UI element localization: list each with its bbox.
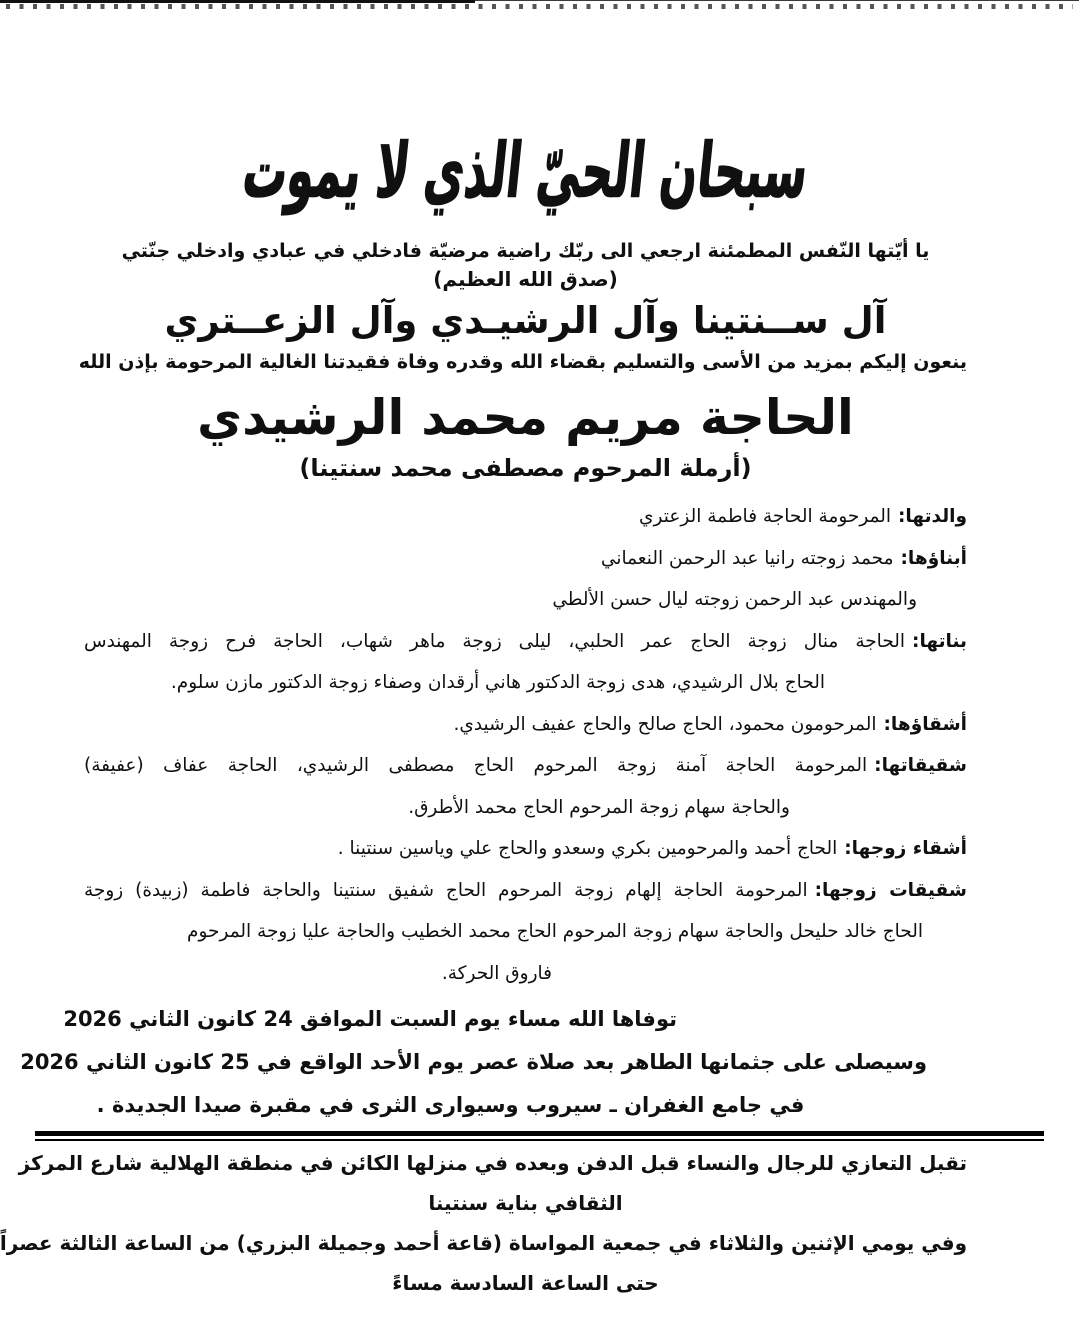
condolence-line-home: تقبل التعازي للرجال والنساء قبل الدفن وبعده في منزلها الكائن في منطقة الهلالية شارع المركز bbox=[18, 1151, 967, 1175]
deceased-subtitle: (أرملة المرحوم مصطفى محمد سنتينا) bbox=[299, 454, 752, 482]
relative-label-sisters: شقيقاتها: bbox=[874, 755, 967, 776]
relative-line-brothers bbox=[84, 704, 967, 746]
burial-line: في جامع الغفران ـ سيروب وسيوارى الثرى في مقبرة صيدا الجديدة . bbox=[96, 1093, 805, 1117]
prayer-line: وسيصلى على جثمانها الطاهر بعد صلاة عصر يوم الأحد الواقع في 25 كانون الثاني 2026 bbox=[20, 1050, 927, 1074]
relative-line-sisters bbox=[84, 745, 967, 787]
relative-text-sisters-cont: والحاجة سهام زوجة المرحوم الحاج محمد الأطرق. bbox=[408, 796, 790, 818]
relative-label-daughters: بناتها: bbox=[912, 630, 967, 652]
relative-label-brothers: أشقاؤها: bbox=[883, 713, 967, 735]
relative-text-husband-sisters-end: فاروق الحركة. bbox=[441, 962, 552, 984]
perforation-marks bbox=[6, 4, 1073, 9]
relative-line-husband-sisters-cont bbox=[84, 911, 923, 953]
calligraphy-header-wrap bbox=[84, 112, 967, 230]
relative-text-husband-brothers: الحاج أحمد والمرحومين بكري وسعدو والحاج علي وياسين سنتينا . bbox=[337, 838, 838, 859]
calligraphy-header: سبحان الحيّ الذي لا يموت bbox=[238, 127, 813, 215]
relative-line-sons-cont bbox=[84, 579, 917, 621]
relative-text-sisters: المرحومة الحاجة آمنة زوجة المرحوم الحاج مصطفى الرشيدي، الحاجة عفاف (عفيفة) bbox=[84, 755, 868, 776]
relative-label-sons: أبناؤها: bbox=[900, 547, 967, 569]
section-divider bbox=[35, 1131, 1044, 1141]
relative-line-sisters-cont bbox=[84, 787, 790, 829]
relative-line-sons bbox=[84, 538, 967, 580]
relative-line-daughters bbox=[84, 621, 967, 663]
relatives-section bbox=[84, 496, 967, 994]
quran-verse: يا أيّتها النّفس المطمئنة ارجعي الى ربّك راضية مرضيّة فادخلي في عبادي وادخلي جنّتي bbox=[121, 240, 930, 262]
families-line: آل ســنتينا وآل الرشيـدي وآل الزعــتري bbox=[164, 299, 887, 342]
relative-line-husband-sisters-end bbox=[84, 953, 552, 995]
relative-text-husband-sisters-cont: الحاج خالد حليحل والحاجة سهام زوجة المرحوم الحاج محمد الخطيب والحاجة عليا زوجة المرحوم bbox=[187, 921, 923, 942]
quran-attribution: (صدق الله العظيم) bbox=[433, 267, 618, 291]
relative-line-husband-sisters bbox=[84, 870, 967, 912]
deceased-name: الحاجة مريم محمد الرشيدي bbox=[197, 389, 854, 446]
relative-text-sons-cont: والمهندس عبد الرحمن زوجته ليال حسن الألطي bbox=[552, 589, 917, 610]
relative-text-husband-sisters: المرحومة الحاجة إلهام زوجة المرحوم الحاج شفيق سنتينا والحاجة فاطمة (زبيدة) زوجة bbox=[84, 879, 808, 901]
relative-text-daughters: الحاجة منال زوجة الحاج عمر الحلبي، ليلى زوجة ماهر شهاب، الحاجة فرح زوجة المهندس bbox=[84, 630, 906, 652]
condolence-section bbox=[0, 1143, 967, 1303]
death-date-line: توفاها الله مساء يوم السبت الموافق 24 كانون الثاني 2026 bbox=[63, 1007, 677, 1031]
relative-text-brothers: المرحومون محمود، الحاج صالح والحاج عفيف الرشيدي. bbox=[453, 713, 877, 735]
page-top-edge-bar bbox=[0, 0, 475, 3]
relative-line-husband-brothers bbox=[84, 828, 967, 870]
announcement-line: ينعون إليكم بمزيد من الأسى والتسليم بقضاء الله وقدره وفاة فقيدتنا الغالية المرحومة بإذن الله bbox=[78, 351, 967, 373]
relative-label-mother: والدتها: bbox=[898, 506, 967, 527]
relative-text-daughters-cont: الحاج بلال الرشيدي، هدى زوجة الدكتور هاني أرقدان وصفاء زوجة الدكتور مازن سلوم. bbox=[170, 672, 825, 693]
condolence-line-home-cont: الثقافي بناية سنتينا bbox=[428, 1191, 623, 1215]
condolence-line-hall-cont: حتى الساعة السادسة مساءً bbox=[392, 1271, 659, 1295]
relative-text-sons: محمد زوجته رانيا عبد الرحمن النعماني bbox=[600, 547, 894, 569]
relative-label-husband-sisters: شقيقات زوجها: bbox=[814, 879, 967, 901]
condolence-line-hall: وفي يومي الإثنين والثلاثاء في جمعية المواساة (قاعة أحمد وجميلة البزري) من الساعة الثالثة عصراً bbox=[0, 1231, 967, 1255]
relative-line-mother bbox=[84, 496, 967, 538]
relative-text-mother: المرحومة الحاجة فاطمة الزعتري bbox=[639, 506, 892, 527]
relative-line-daughters-cont bbox=[84, 662, 825, 704]
funeral-section bbox=[20, 998, 967, 1127]
relative-label-husband-brothers: أشقاء زوجها: bbox=[844, 838, 967, 859]
